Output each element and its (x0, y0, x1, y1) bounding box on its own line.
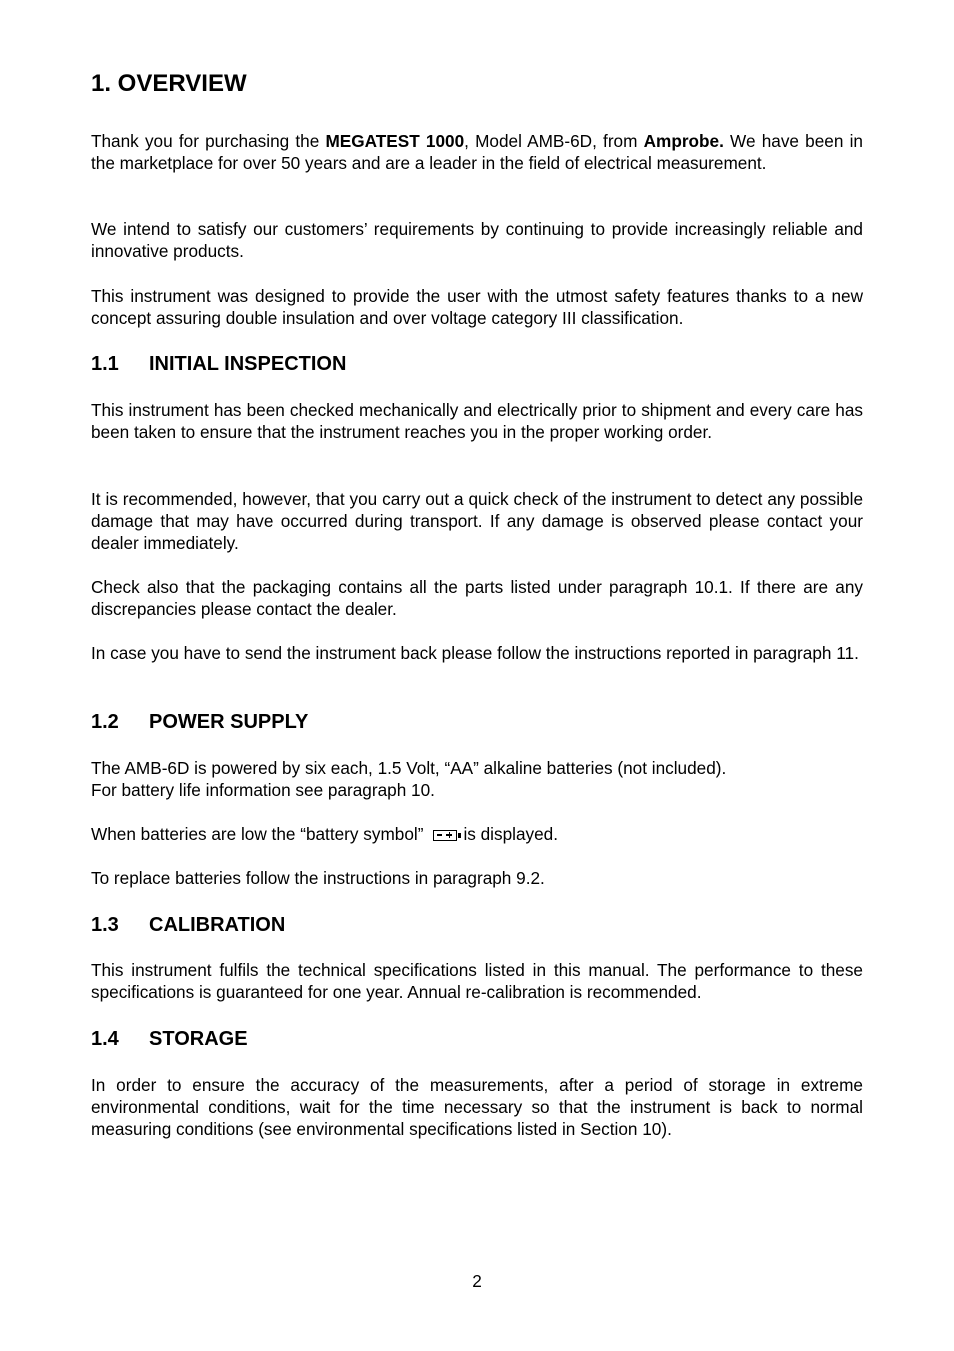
power-line-1: The AMB-6D is powered by six each, 1.5 Volt, “AA” alkaline batteries (not included). (91, 758, 727, 778)
power-battery-low-paragraph (91, 823, 863, 845)
inspection-paragraph-3: Check also that the packaging contains all the parts listed under paragraph 10.1. If there are any discrepancies please contact the dealer. (91, 577, 863, 619)
section-heading-text: INITIAL INSPECTION (149, 353, 347, 375)
battery-low-post: is displayed. (463, 824, 559, 844)
power-line-2: For battery life information see paragraph 10. (91, 780, 435, 800)
section-number: 1.3 (91, 914, 119, 936)
section-heading-text: POWER SUPPLY (149, 711, 309, 733)
section-heading-text: CALIBRATION (149, 914, 286, 936)
inspection-paragraph-4: In case you have to send the instrument back please follow the instructions reported in paragraph 11. (91, 643, 859, 663)
overview-p1-post: We have been in the marketplace for over 50 years and are a leader in the field of electrical measurement. (91, 131, 863, 173)
section-heading-power-supply (91, 710, 308, 734)
section-heading-initial-inspection (91, 352, 346, 376)
overview-paragraph-1 (91, 130, 863, 174)
overview-paragraph-3: This instrument was designed to provide the user with the utmost safety features thanks to a new concept assuring double insulation and over voltage category III classification. (91, 286, 863, 328)
section-number: 1.2 (91, 711, 119, 733)
overview-p1-pre: Thank you for purchasing the (91, 131, 326, 151)
section-heading-text: STORAGE (149, 1028, 248, 1050)
section-heading-storage (91, 1027, 248, 1051)
power-replace-paragraph: To replace batteries follow the instructions in paragraph 9.2. (91, 868, 545, 888)
product-name: MEGATEST 1000 (325, 131, 465, 151)
battery-icon (433, 830, 457, 841)
calibration-paragraph: This instrument fulfils the technical specifications listed in this manual. The performance to these specifications is guaranteed for one year. Annual re-calibration is recommended. (91, 960, 863, 1002)
overview-p1-mid: , Model AMB-6D, from (464, 131, 644, 151)
brand-name: Amprobe. (643, 131, 724, 151)
section-number: 1.1 (91, 353, 119, 375)
page-number: 2 (472, 1271, 482, 1291)
inspection-paragraph-1: This instrument has been checked mechanically and electrically prior to shipment and every care has been taken to ensure that the instrument reaches you in the proper working order. (91, 400, 863, 442)
section-title-overview: 1. OVERVIEW (91, 70, 247, 97)
section-heading-calibration (91, 913, 285, 937)
inspection-paragraph-2: It is recommended, however, that you carry out a quick check of the instrument to detect any possible damage that may have occurred during transport. If any damage is observed please contact your dealer immediately. (91, 489, 863, 553)
section-number: 1.4 (91, 1028, 119, 1050)
storage-paragraph: In order to ensure the accuracy of the measurements, after a period of storage in extreme environmental conditions, wait for the time necessary so that the instrument is back to normal measuring conditions (see environmental specifications listed in Section 10). (91, 1075, 863, 1139)
overview-paragraph-2: We intend to satisfy our customers’ requirements by continuing to provide increasingly reliable and innovative products. (91, 219, 863, 261)
battery-low-pre: When batteries are low the “battery symbol” (91, 824, 424, 844)
power-paragraph-1 (91, 757, 863, 801)
